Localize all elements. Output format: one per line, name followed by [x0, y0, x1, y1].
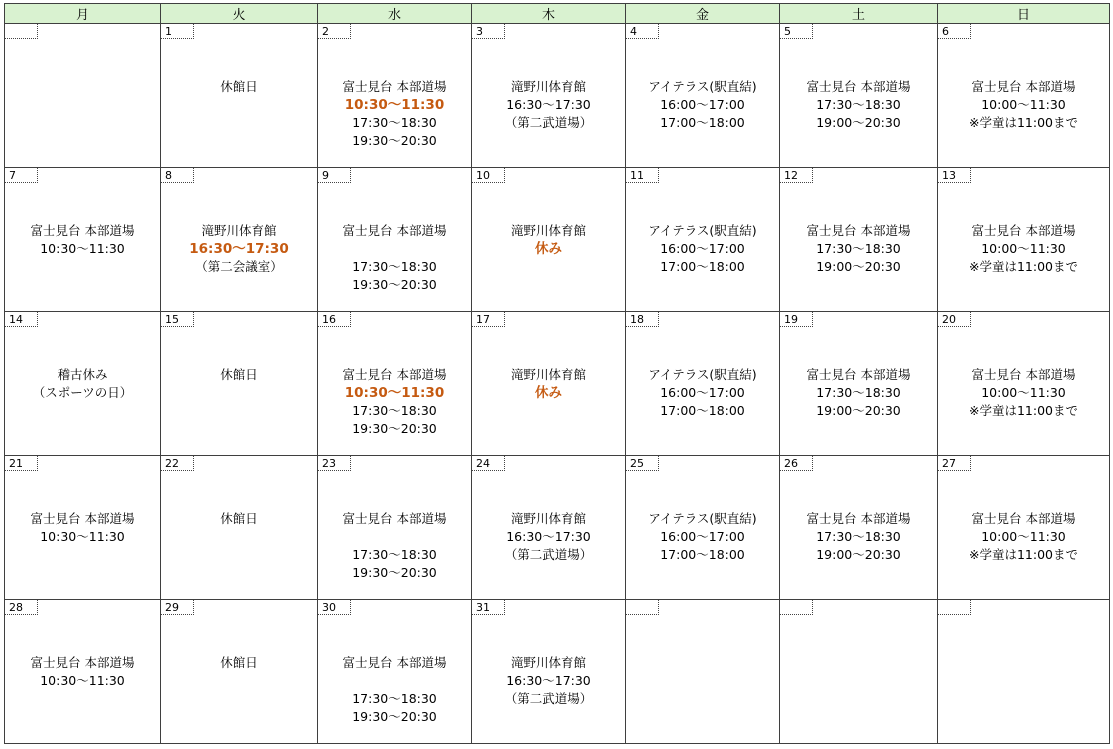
day-cell — [780, 24, 938, 168]
week-row — [5, 168, 1110, 312]
schedule-line: 17:30〜18:30 — [816, 241, 901, 256]
day-schedule — [318, 654, 471, 726]
day-number — [780, 600, 813, 615]
weekday-header-wed: 水 — [318, 4, 472, 24]
day-cell — [5, 168, 161, 312]
week-row — [5, 600, 1110, 744]
day-cell — [161, 456, 318, 600]
schedule-line: 16:30〜17:30 — [506, 97, 591, 112]
day-number: 17 — [472, 312, 505, 327]
schedule-line: 17:00〜18:00 — [660, 115, 745, 130]
day-schedule — [161, 222, 317, 276]
schedule-line: ※学童は11:00まで — [969, 115, 1078, 130]
day-schedule — [472, 510, 625, 564]
schedule-line: 休館日 — [220, 511, 258, 526]
schedule-line: 滝野川体育館 — [201, 223, 277, 238]
highlighted-schedule-line: 16:30〜17:30 — [189, 241, 289, 257]
day-cell — [161, 312, 318, 456]
week-row — [5, 312, 1110, 456]
day-schedule — [318, 366, 471, 438]
schedule-line: 滝野川体育館 — [510, 367, 586, 382]
day-schedule — [626, 78, 779, 132]
calendar-body — [5, 24, 1110, 744]
day-number: 8 — [161, 168, 194, 183]
highlighted-schedule-line: 10:30〜11:30 — [344, 97, 445, 113]
day-schedule — [161, 78, 317, 96]
schedule-line: アイテラス(駅直結) — [648, 223, 757, 238]
day-schedule — [161, 366, 317, 384]
day-schedule — [472, 366, 625, 402]
schedule-line: 富士見台 本部道場 — [806, 223, 911, 238]
schedule-calendar — [4, 3, 1110, 744]
day-cell — [626, 600, 780, 744]
schedule-line: 富士見台 本部道場 — [30, 223, 135, 238]
schedule-line: 富士見台 本部道場 — [971, 367, 1076, 382]
schedule-line: 富士見台 本部道場 — [342, 511, 447, 526]
schedule-line: アイテラス(駅直結) — [648, 79, 757, 94]
day-schedule — [318, 78, 471, 150]
schedule-line: （第二武道場） — [504, 547, 593, 562]
day-number — [938, 600, 971, 615]
day-number: 21 — [5, 456, 38, 471]
day-number: 30 — [318, 600, 351, 615]
schedule-line: 16:00〜17:00 — [660, 97, 745, 112]
schedule-line: 休館日 — [220, 367, 258, 382]
schedule-line: （スポーツの日） — [32, 385, 133, 400]
day-schedule — [5, 654, 160, 690]
day-cell — [938, 600, 1110, 744]
day-number: 1 — [161, 24, 194, 39]
day-cell — [472, 312, 626, 456]
day-cell — [938, 456, 1110, 600]
schedule-line: 滝野川体育館 — [510, 223, 586, 238]
day-number: 7 — [5, 168, 38, 183]
highlighted-schedule-line: 休み — [535, 241, 562, 257]
weekday-header-mon: 月 — [5, 4, 161, 24]
schedule-line: 休館日 — [220, 79, 258, 94]
schedule-line: 17:30〜18:30 — [352, 547, 437, 562]
schedule-line: 17:30〜18:30 — [352, 691, 437, 706]
day-cell — [938, 24, 1110, 168]
schedule-line: （第二会議室） — [195, 259, 283, 274]
day-schedule — [780, 78, 937, 132]
day-number: 22 — [161, 456, 194, 471]
schedule-line: 富士見台 本部道場 — [971, 79, 1076, 94]
highlighted-schedule-line: 10:30〜11:30 — [344, 385, 445, 401]
day-number: 26 — [780, 456, 813, 471]
day-number: 20 — [938, 312, 971, 327]
day-cell — [780, 600, 938, 744]
day-cell — [318, 456, 472, 600]
schedule-line: 10:00〜11:30 — [981, 97, 1066, 112]
day-cell — [318, 24, 472, 168]
day-number: 24 — [472, 456, 505, 471]
schedule-line: 滝野川体育館 — [510, 79, 586, 94]
schedule-line: 19:30〜20:30 — [352, 709, 437, 724]
day-number: 15 — [161, 312, 194, 327]
weekday-header-tue: 火 — [161, 4, 318, 24]
schedule-line: 19:00〜20:30 — [816, 115, 901, 130]
day-number — [626, 600, 659, 615]
schedule-line: ※学童は11:00まで — [969, 547, 1078, 562]
day-cell — [161, 168, 318, 312]
schedule-line: 富士見台 本部道場 — [342, 223, 447, 238]
day-schedule — [780, 366, 937, 420]
schedule-line: 16:30〜17:30 — [506, 529, 591, 544]
day-number: 25 — [626, 456, 659, 471]
day-schedule — [626, 222, 779, 276]
day-cell — [626, 312, 780, 456]
schedule-line: 17:30〜18:30 — [352, 403, 437, 418]
schedule-line: 19:00〜20:30 — [816, 259, 901, 274]
schedule-line: 16:00〜17:00 — [660, 241, 745, 256]
schedule-line: 17:30〜18:30 — [352, 115, 437, 130]
day-cell — [780, 168, 938, 312]
day-cell — [318, 312, 472, 456]
schedule-line: 19:30〜20:30 — [352, 565, 437, 580]
schedule-line: ※学童は11:00まで — [969, 259, 1078, 274]
weekday-header-sat: 土 — [780, 4, 938, 24]
day-cell — [318, 168, 472, 312]
schedule-line — [318, 240, 471, 258]
schedule-line: 富士見台 本部道場 — [30, 655, 135, 670]
schedule-line: 17:30〜18:30 — [816, 529, 901, 544]
schedule-line: 17:00〜18:00 — [660, 259, 745, 274]
schedule-line: 19:00〜20:30 — [816, 403, 901, 418]
day-cell — [472, 168, 626, 312]
day-number: 6 — [938, 24, 971, 39]
day-schedule — [472, 222, 625, 258]
day-cell — [780, 312, 938, 456]
weekday-header-fri: 金 — [626, 4, 780, 24]
day-number: 31 — [472, 600, 505, 615]
day-schedule — [161, 510, 317, 528]
schedule-line: 10:30〜11:30 — [40, 673, 125, 688]
schedule-line: 富士見台 本部道場 — [342, 79, 447, 94]
day-cell — [318, 600, 472, 744]
day-number: 14 — [5, 312, 38, 327]
day-number: 11 — [626, 168, 659, 183]
day-schedule — [5, 222, 160, 258]
day-cell — [5, 456, 161, 600]
schedule-line: 富士見台 本部道場 — [806, 511, 911, 526]
day-schedule — [938, 366, 1109, 420]
schedule-line: 17:00〜18:00 — [660, 403, 745, 418]
day-number — [5, 24, 38, 39]
day-cell — [5, 312, 161, 456]
day-schedule — [626, 366, 779, 420]
schedule-line: （第二武道場） — [504, 691, 593, 706]
schedule-line: 10:00〜11:30 — [981, 385, 1066, 400]
day-number: 19 — [780, 312, 813, 327]
day-cell — [938, 168, 1110, 312]
schedule-line: 富士見台 本部道場 — [806, 367, 911, 382]
day-schedule — [472, 78, 625, 132]
day-cell — [472, 456, 626, 600]
day-cell — [472, 600, 626, 744]
schedule-line: 17:30〜18:30 — [352, 259, 437, 274]
schedule-line: 富士見台 本部道場 — [30, 511, 135, 526]
schedule-line: 滝野川体育館 — [510, 511, 586, 526]
highlighted-schedule-line: 休み — [535, 385, 562, 401]
schedule-line: 17:00〜18:00 — [660, 547, 745, 562]
schedule-line: 17:30〜18:30 — [816, 385, 901, 400]
schedule-line: 10:00〜11:30 — [981, 241, 1066, 256]
day-schedule — [161, 654, 317, 672]
day-number: 27 — [938, 456, 971, 471]
schedule-line: アイテラス(駅直結) — [648, 367, 757, 382]
day-number: 2 — [318, 24, 351, 39]
day-number: 4 — [626, 24, 659, 39]
day-schedule — [318, 510, 471, 582]
schedule-line: ※学童は11:00まで — [969, 403, 1078, 418]
schedule-line: 19:00〜20:30 — [816, 547, 901, 562]
day-number: 29 — [161, 600, 194, 615]
schedule-line: 16:00〜17:00 — [660, 385, 745, 400]
day-cell — [780, 456, 938, 600]
day-schedule — [780, 510, 937, 564]
schedule-line: 10:30〜11:30 — [40, 529, 125, 544]
day-number: 12 — [780, 168, 813, 183]
day-cell — [626, 168, 780, 312]
week-row — [5, 456, 1110, 600]
weekday-header-sun: 日 — [938, 4, 1110, 24]
schedule-line: 富士見台 本部道場 — [342, 655, 447, 670]
day-schedule — [472, 654, 625, 708]
schedule-line: 富士見台 本部道場 — [971, 511, 1076, 526]
schedule-line — [318, 528, 471, 546]
schedule-line: 19:30〜20:30 — [352, 133, 437, 148]
day-schedule — [5, 366, 160, 402]
day-number: 9 — [318, 168, 351, 183]
day-cell — [938, 312, 1110, 456]
schedule-line: 富士見台 本部道場 — [806, 79, 911, 94]
day-schedule — [938, 510, 1109, 564]
day-number: 16 — [318, 312, 351, 327]
schedule-line — [318, 672, 471, 690]
week-row — [5, 24, 1110, 168]
weekday-header-row — [5, 4, 1110, 24]
day-cell — [626, 24, 780, 168]
day-cell — [5, 600, 161, 744]
day-schedule — [938, 222, 1109, 276]
schedule-line: 休館日 — [220, 655, 258, 670]
day-number: 10 — [472, 168, 505, 183]
schedule-line: 富士見台 本部道場 — [971, 223, 1076, 238]
day-number: 13 — [938, 168, 971, 183]
day-number: 23 — [318, 456, 351, 471]
day-number: 3 — [472, 24, 505, 39]
day-cell — [161, 600, 318, 744]
schedule-line: 16:00〜17:00 — [660, 529, 745, 544]
day-schedule — [938, 78, 1109, 132]
schedule-line: 10:00〜11:30 — [981, 529, 1066, 544]
day-cell — [5, 24, 161, 168]
day-cell — [626, 456, 780, 600]
day-number: 18 — [626, 312, 659, 327]
schedule-line: （第二武道場） — [504, 115, 593, 130]
schedule-line: 稽古休み — [57, 367, 108, 382]
schedule-line: アイテラス(駅直結) — [648, 511, 757, 526]
schedule-line: 滝野川体育館 — [510, 655, 586, 670]
day-cell — [472, 24, 626, 168]
schedule-line: 10:30〜11:30 — [40, 241, 125, 256]
schedule-line: 富士見台 本部道場 — [342, 367, 447, 382]
day-schedule — [5, 510, 160, 546]
day-schedule — [626, 510, 779, 564]
schedule-line: 17:30〜18:30 — [816, 97, 901, 112]
day-number: 5 — [780, 24, 813, 39]
schedule-line: 19:30〜20:30 — [352, 421, 437, 436]
day-number: 28 — [5, 600, 38, 615]
day-cell — [161, 24, 318, 168]
weekday-header-thu: 木 — [472, 4, 626, 24]
day-schedule — [318, 222, 471, 294]
day-schedule — [780, 222, 937, 276]
schedule-line: 19:30〜20:30 — [352, 277, 437, 292]
schedule-line: 16:30〜17:30 — [506, 673, 591, 688]
